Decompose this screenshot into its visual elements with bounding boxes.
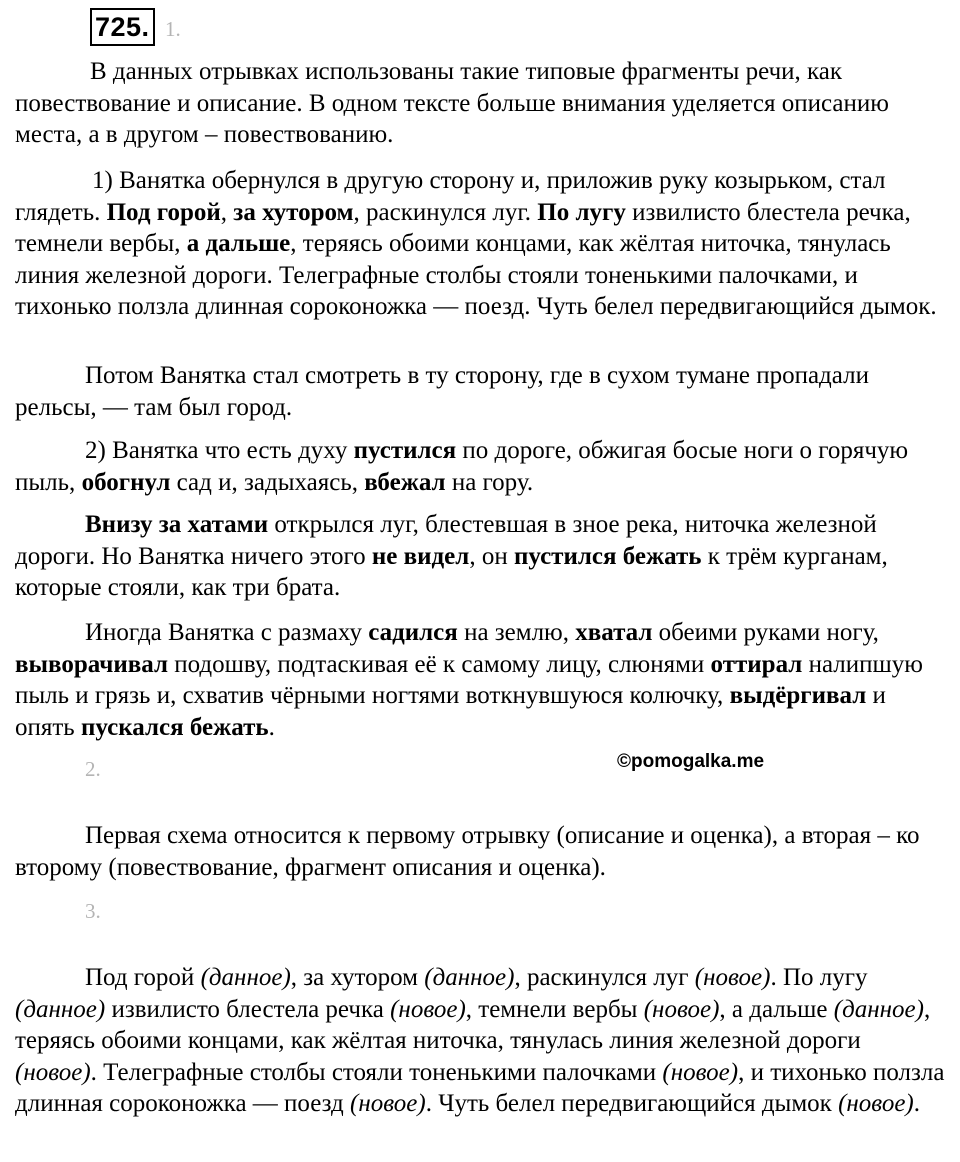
excerpt-2-third-paragraph: Иногда Ванятка с размаху садился на землю, хватал обеими руками ногу, выворачивал подошву, подтаскивая её к самому лицу, слюнями оттирал налипшую пыль и грязь и, схватив чёрными ногтями воткнувшуюся колючку, выдёргивал и опять пускался бежать. [15,619,923,741]
schemes-answer-paragraph: Первая схема относится к первому отрывку (описание и оценка), а вторая – ко второму (повествование, фрагмент описания и оценка). [15,822,920,881]
watermark: ©pomogalka.me [617,751,765,772]
given-new-analysis-paragraph: Под горой (данное), за хутором (данное), раскинулся луг (новое). По лугу (данное) извилисто блестела речка (новое), темнели вербы (новое), а дальше (данное), теряясь обоими концами, как жёлтая ниточка, тянулась линия железной дороги (новое). Телеграфные столбы стояли тоненькими палочками (новое), и тихонько ползла длинная сороконожка — поезд (новое). Чуть белел передвигающийся дымок (новое). [15,964,945,1117]
excerpt-1-continuation: Потом Ванятка стал смотреть в ту сторону, где в сухом тумане пропадали рельсы, — там был город. [15,362,869,421]
exercise-number: 725. [90,8,155,46]
part-marker-1: 1. [165,17,181,41]
intro-paragraph: В данных отрывках использованы такие типовые фрагменты речи, как повествование и описание. В одном тексте больше внимания уделяется описанию места, а в другом – повествованию. [15,58,889,148]
part-marker-2: 2. [85,757,101,781]
excerpt-2-second-paragraph: Внизу за хатами открылся луг, блестевшая в зное река, ниточка железной дороги. Но Ванятка ничего этого не видел, он пустился бежать к трём курганам, которые стояли, как три брата. [15,511,888,601]
part-marker-3: 3. [85,899,101,923]
excerpt-1-paragraph: 1) Ванятка обернулся в другую сторону и, приложив руку козырьком, стал глядеть. Под горой, за хутором, раскинулся луг. По лугу извилисто блестела речка, темнели вербы, а дальше, теряясь обоими концами, как жёлтая ниточка, тянулась линия железной дороги. Телеграфные столбы стояли тоненькими палочками, и тихонько ползла длинная сороконожка — поезд. Чуть белел передвигающийся дымок. [15,167,937,320]
excerpt-2-paragraph: 2) Ванятка что есть духу пустился по дороге, обжигая босые ноги о горячую пыль, обогнул сад и, задыхаясь, вбежал на гору. [15,437,909,496]
